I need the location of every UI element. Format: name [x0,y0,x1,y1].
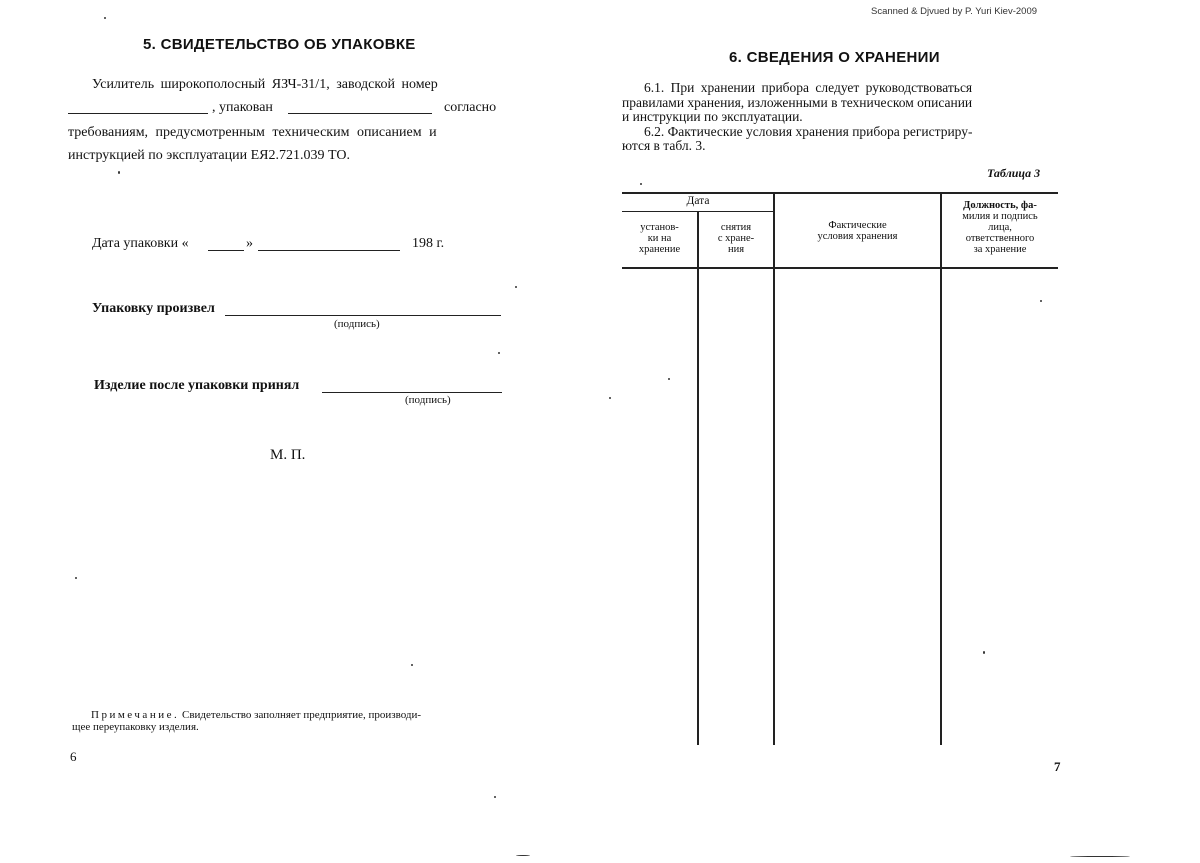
date-label: Дата упаковки « [92,236,189,251]
signature-caption-2: (подпись) [405,394,451,406]
packing-method-blank[interactable] [288,113,432,114]
speck [118,171,120,174]
packed-by-label: Упаковку произвел [92,301,215,316]
section-6-heading: 6. СВЕДЕНИЯ О ХРАНЕНИИ [729,49,940,66]
p2-line-2: ются в табл. 3. [622,138,706,153]
p1-line-1: 6.1. При хранении прибора следует руководствоваться [644,80,973,95]
speck [640,183,642,185]
col-divider-2 [773,193,775,745]
paragraph-6-1 [622,81,973,154]
note-line-1: Свидетельство заполняет предприятие, производи- [181,709,422,721]
date-day-blank[interactable] [208,250,244,251]
header-conditions-line-1: Фактические [828,220,887,231]
p1-line-3: и инструкции по эксплуатации. [622,109,803,124]
p2-line-1: 6.2. Фактические условия хранения прибора регистриру- [644,123,973,139]
header-installed-line-2: ки на [647,233,672,244]
speck [609,397,611,399]
seal-mark: М. П. [270,447,306,463]
header-removed-line-2: с хране- [717,233,755,244]
note-label: Примечание. [91,709,180,721]
header-conditions [775,220,940,242]
accepted-by-label: Изделие после упаковки принял [94,378,300,393]
product-line: Усилитель широкополосный ЯЗЧ-31/1, заводской номер [92,77,438,92]
packed-by-blank[interactable] [225,315,501,316]
speck [668,378,670,380]
speck [516,855,530,856]
scan-credit: Scanned & Djvued by P. Yuri Kiev-2009 [871,6,1038,17]
speck [1040,300,1042,302]
col-divider-1 [697,211,699,745]
header-removed-line-1: снятия [720,222,752,233]
serial-number-blank[interactable] [68,113,208,114]
header-responsible-line-3: лица, [988,222,1012,233]
speck [494,796,496,798]
signature-caption-1: (подпись) [334,318,380,330]
p1-line-2: правилами хранения, изложенными в техническом описании [622,94,973,110]
requirements-line: требованиям, предусмотренным техническим описанием и [68,125,437,140]
speck [1070,856,1130,857]
accepted-by-blank[interactable] [322,392,502,393]
table-label: Таблица 3 [987,166,1041,180]
col-divider-3 [940,193,942,745]
right-page [600,0,1200,863]
section-5-heading: 5. СВИДЕТЕЛЬСТВО ОБ УПАКОВКЕ [143,36,416,53]
header-responsible-line-5: за хранение [973,244,1027,255]
header-installed-line-3: хранение [638,244,681,255]
header-installed [622,222,697,255]
header-responsible-line-2: милия и подпись [962,211,1038,222]
header-responsible [942,200,1058,255]
page-number-left: 6 [70,749,77,764]
speck [498,352,500,354]
header-installed-line-1: установ- [640,222,679,233]
header-removed-line-3: ния [727,244,745,255]
header-removed [699,222,773,255]
speck [983,651,985,654]
date-close-quote: » [246,236,253,251]
header-date: Дата [686,195,710,207]
header-responsible-line-4: ответственного [965,233,1035,244]
header-responsible-line-1: Должность, фа- [963,200,1037,211]
speck [104,17,106,19]
date-year: 198 г. [412,236,445,251]
table-top-rule [622,192,1058,194]
speck [75,577,77,579]
page-number-right: 7 [1054,759,1061,774]
date-month-blank[interactable] [258,250,400,251]
speck [515,286,517,288]
speck [411,664,413,666]
note-line-2: щее переупаковку изделия. [72,721,199,733]
packed-text: , упакован [212,100,273,115]
header-conditions-line-2: условия хранения [817,231,898,242]
note [91,709,421,721]
instruction-line: инструкцией по эксплуатации ЕЯ2.721.039 ТО. [68,148,350,163]
according-text: согласно [444,100,497,115]
header-bottom-rule [622,267,1058,269]
